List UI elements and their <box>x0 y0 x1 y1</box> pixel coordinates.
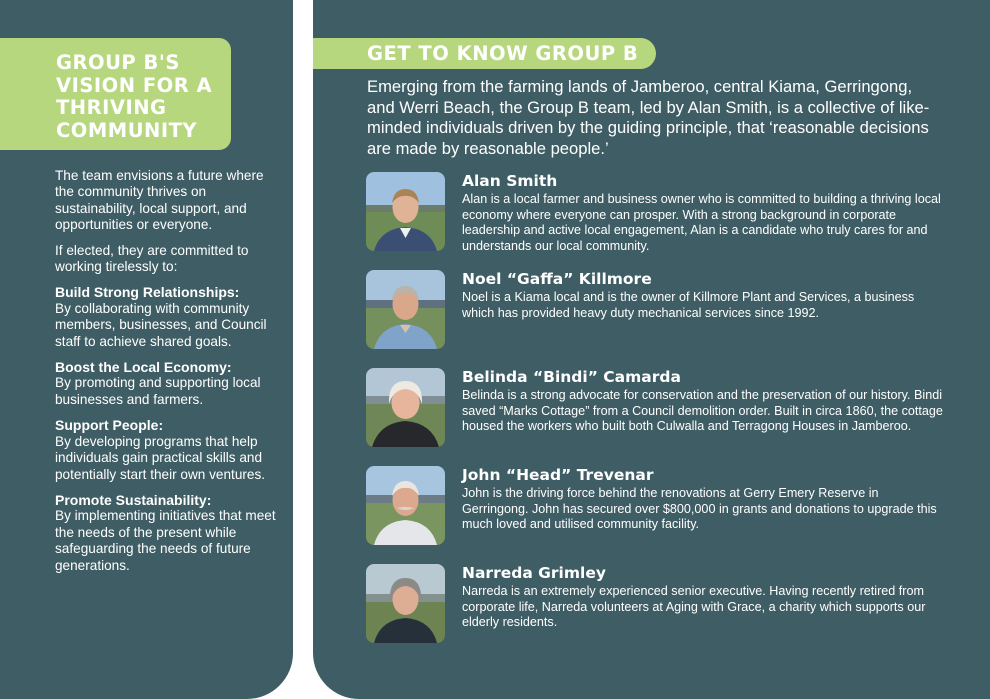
member-name: Belinda “Bindi” Camarda <box>462 368 681 386</box>
member-bio: John is the driving force behind the renovations at Gerry Emery Reserve in Gerringong. John has secured over $800,000 in grants and donations to upgrade this much loved and utilised community facility. <box>462 486 937 532</box>
member-photo <box>366 466 445 545</box>
vision-heading-line: COMMUNITY <box>56 118 198 142</box>
member-card <box>366 270 946 350</box>
pillar-title: Boost the Local Economy: <box>55 359 232 376</box>
member-bio: Belinda is a strong advocate for conservation and the preservation of our history. Bindi saved “Marks Cottage” from a Council demolition order. Built in circa 1860, the cottage housed the workers who built both Culwalla and Terragong Houses in Jamberoo. <box>462 388 943 434</box>
pillar-title: Support People: <box>55 417 164 434</box>
vision-body <box>55 168 280 583</box>
pillar-text: By promoting and supporting local businesses and farmers. <box>55 375 261 407</box>
pillar-sustainability <box>55 492 280 574</box>
member-name: Noel “Gaffa” Killmore <box>462 270 652 288</box>
member-photo <box>366 172 445 251</box>
member-info <box>462 368 946 435</box>
pillar-text: By developing programs that help individuals gain practical skills and potentially start their own ventures. <box>55 433 266 482</box>
group-heading: GET TO KNOW GROUP B <box>313 38 656 69</box>
pillar-text: By implementing initiatives that meet the needs of the present while safeguarding the needs of future generations. <box>55 508 276 573</box>
vision-commitment: If elected, they are committed to working tirelessly to: <box>55 242 249 275</box>
member-info <box>462 172 946 254</box>
member-bio: Noel is a Kiama local and is the owner of Killmore Plant and Services, a business which has provided heavy duty mechanical services since 1992. <box>462 290 915 320</box>
pillar-economy <box>55 359 280 408</box>
member-photo <box>366 270 445 349</box>
member-card <box>366 564 946 644</box>
pillar-text: By collaborating with community members, businesses, and Council staff to achieve shared goals. <box>55 300 267 349</box>
pillar-title: Promote Sustainability: <box>55 491 212 508</box>
pillar-people <box>55 417 280 483</box>
vision-heading-line: GROUP B'S <box>56 51 180 74</box>
vision-heading-line: THRIVING <box>56 96 167 119</box>
member-info <box>462 564 946 631</box>
pillar-relationships <box>55 284 280 350</box>
pillar-title: Build Strong Relationships: <box>55 284 240 301</box>
member-name: John “Head” Trevenar <box>462 466 654 484</box>
vision-heading <box>0 38 231 150</box>
vision-intro: The team envisions a future where the community thrives on sustainability, local support, and opportunities or everyone. <box>55 168 264 233</box>
member-info <box>462 270 946 321</box>
vision-heading-line: VISION FOR A <box>56 73 213 97</box>
member-photo <box>366 368 445 447</box>
member-bio: Alan is a local farmer and business owner who is committed to building a thriving local economy where everyone can prosper. With a strong background in corporate leadership and active local engagement, Alan is a candidate who truly cares for and understands our local community. <box>462 192 941 253</box>
member-name: Narreda Grimley <box>462 564 606 582</box>
member-bio: Narreda is an extremely experienced senior executive. Having recently retired from corporate life, Narreda volunteers at Aging with Grace, a charity which supports our elderly residents. <box>462 584 926 630</box>
member-card <box>366 172 946 252</box>
member-card <box>366 466 946 546</box>
member-card <box>366 368 946 448</box>
group-intro: Emerging from the farming lands of Jamberoo, central Kiama, Gerringong, and Werri Beach, the Group B team, led by Alan Smith, is a collective of like-minded individuals driven by the guiding principle, that ‘reasonable decisions are made by reasonable people.’ <box>367 77 930 158</box>
member-info <box>462 466 946 533</box>
member-name: Alan Smith <box>462 172 558 190</box>
member-photo <box>366 564 445 643</box>
